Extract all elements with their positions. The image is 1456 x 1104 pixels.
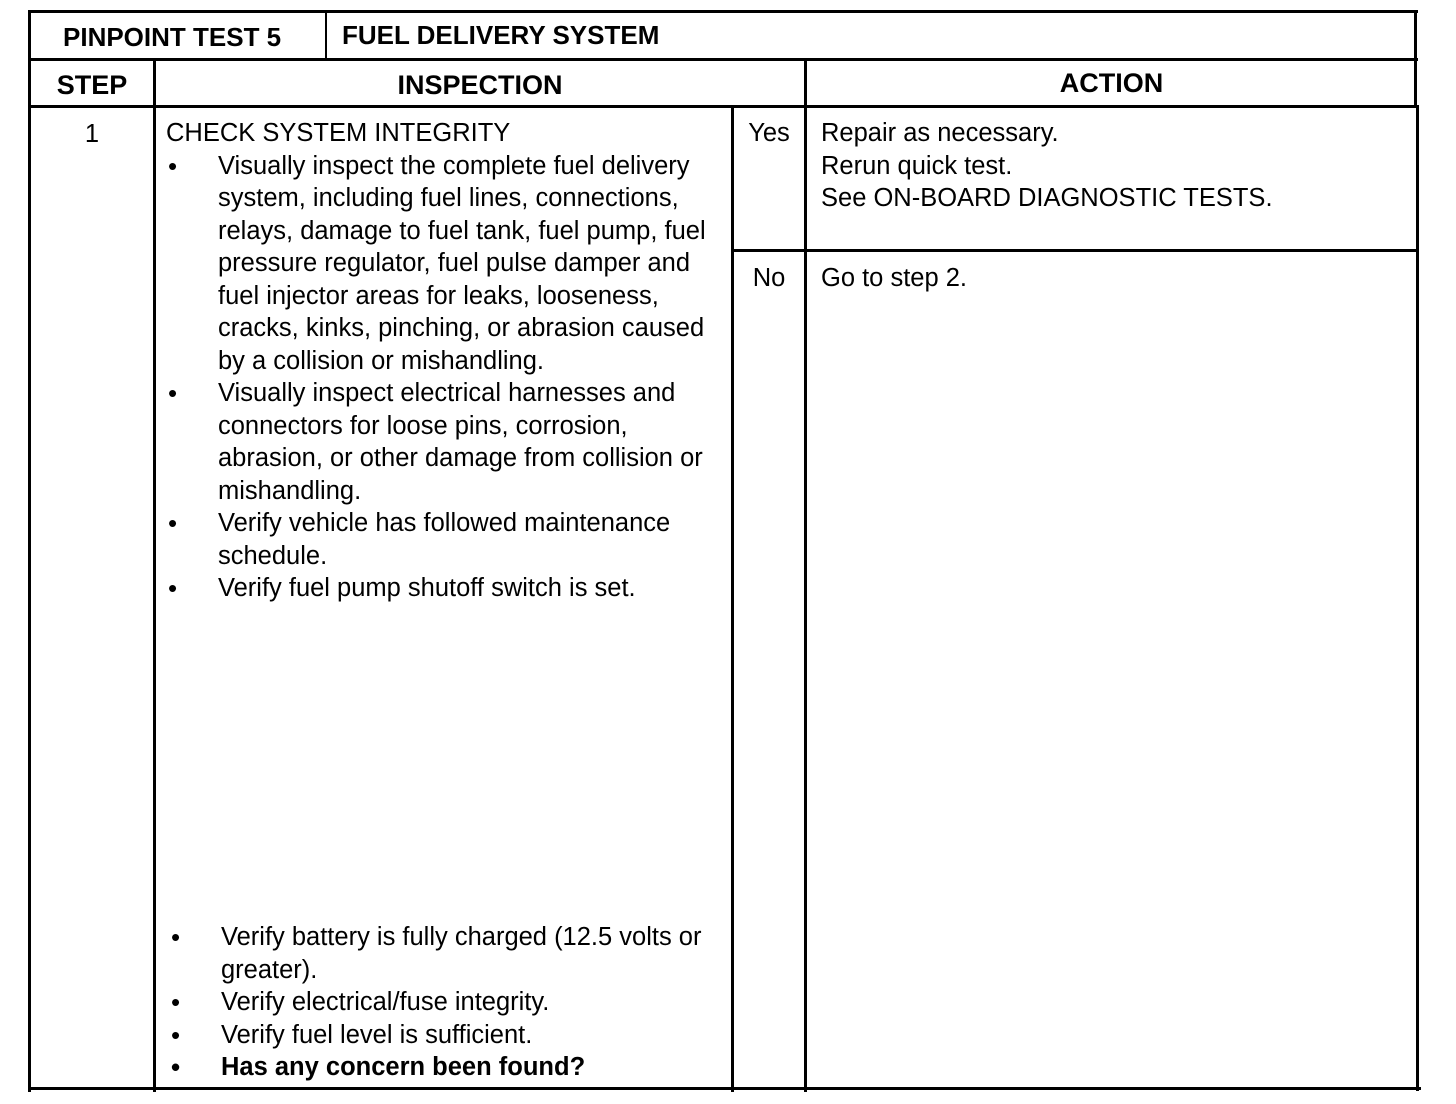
step-number: 1 (84, 120, 100, 148)
yes-label: Yes (748, 119, 790, 147)
step-column-divider (153, 58, 156, 1092)
yes-action-line: Repair as necessary. (821, 119, 1059, 147)
inspection-bullet: • Verify battery is fully charged (12.5 volts or greater). (169, 921, 727, 986)
step-header: STEP (56, 70, 128, 100)
pinpoint-test-label: PINPOINT TEST 5 (63, 22, 282, 52)
inspection-bullet: • Verify fuel level is sufficient. (169, 1019, 727, 1052)
inspection-bullet: • Verify electrical/fuse integrity. (169, 986, 727, 1019)
inspection-header: INSPECTION (397, 70, 563, 100)
header-bottom-border (28, 105, 1418, 108)
yes-no-divider (731, 249, 1418, 252)
inspection-action-divider (804, 58, 807, 1092)
action-header: ACTION (1059, 68, 1164, 98)
inspection-heading: CHECK SYSTEM INTEGRITY (166, 119, 511, 147)
title-top-border (28, 10, 1418, 13)
inspection-bullet: • Visually inspect electrical harnesses and connectors for loose pins, corrosion, abrasion, or other damage from collision or mishandling. (166, 377, 724, 507)
inspection-bullets-bottom (169, 921, 727, 1084)
no-actions (821, 262, 1411, 295)
inspection-bullets-top (166, 150, 724, 605)
yes-actions (821, 117, 1411, 215)
yes-action-line: See ON-BOARD DIAGNOSTIC TESTS. (821, 184, 1273, 212)
inspection-cell (166, 117, 724, 605)
inspection-question: • Has any concern been found? (169, 1051, 727, 1084)
inspection-bullet: • Verify fuel pump shutoff switch is set. (166, 572, 724, 605)
system-title: FUEL DELIVERY SYSTEM (342, 20, 660, 50)
title-bottom-border (28, 58, 1418, 61)
inspection-bullet: • Visually inspect the complete fuel delivery system, including fuel lines, connections, relays, damage to fuel tank, fuel pump, fuel pressure regulator, fuel pulse damper and fuel injector areas for leaks, looseness, cracks, kinks, pinching, or abrasion caused by a collision or mishandling. (166, 150, 724, 378)
yes-action-line: Rerun quick test. (821, 151, 1013, 180)
title-left-border (28, 10, 31, 1092)
result-column-divider (731, 105, 734, 1092)
no-label: No (752, 264, 786, 292)
title-divider (325, 10, 327, 60)
no-action-line: Go to step 2. (821, 264, 968, 292)
inspection-bullet: • Verify vehicle has followed maintenance schedule. (166, 507, 724, 572)
inspection-cell-continued (169, 921, 727, 1084)
title-right-border (1414, 10, 1417, 60)
table-bottom-border (28, 1087, 1421, 1090)
body-right-border (1416, 105, 1419, 1091)
